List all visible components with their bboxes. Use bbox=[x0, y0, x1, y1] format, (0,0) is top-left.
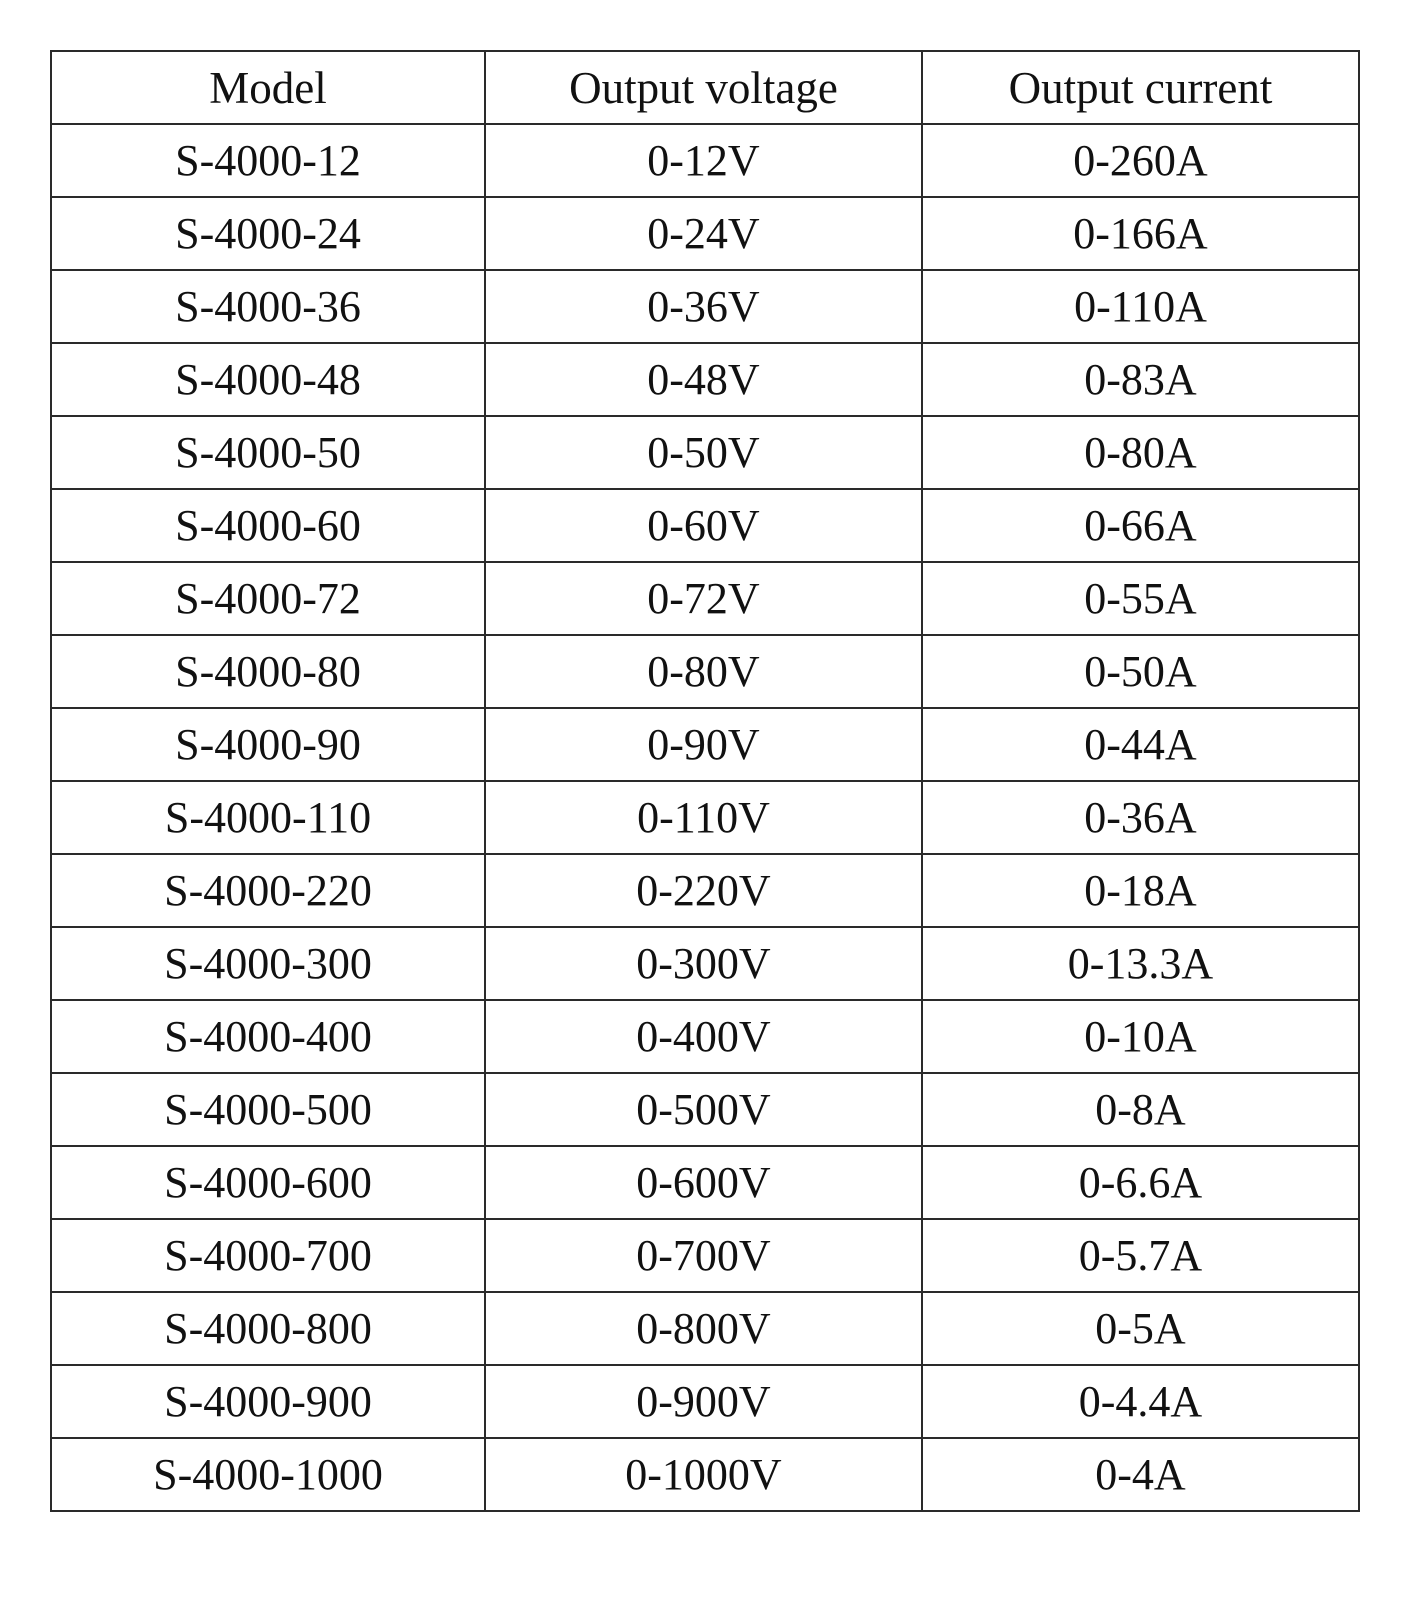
table-body bbox=[51, 124, 1359, 1511]
output-current-cell: 0-6.6A bbox=[922, 1146, 1359, 1219]
output-current-cell: 0-66A bbox=[922, 489, 1359, 562]
header-row bbox=[51, 51, 1359, 124]
output-current-cell: 0-110A bbox=[922, 270, 1359, 343]
output-voltage-cell: 0-400V bbox=[485, 1000, 922, 1073]
table-row bbox=[51, 1219, 1359, 1292]
output-current-cell: 0-18A bbox=[922, 854, 1359, 927]
table-row bbox=[51, 489, 1359, 562]
model-cell: S-4000-300 bbox=[51, 927, 485, 1000]
output-voltage-cell: 0-220V bbox=[485, 854, 922, 927]
output-voltage-cell: 0-48V bbox=[485, 343, 922, 416]
output-current-cell: 0-5A bbox=[922, 1292, 1359, 1365]
table-row bbox=[51, 927, 1359, 1000]
table-row bbox=[51, 854, 1359, 927]
output-current-cell: 0-80A bbox=[922, 416, 1359, 489]
table-row bbox=[51, 124, 1359, 197]
output-current-cell: 0-36A bbox=[922, 781, 1359, 854]
table-row bbox=[51, 635, 1359, 708]
output-current-cell: 0-8A bbox=[922, 1073, 1359, 1146]
model-cell: S-4000-72 bbox=[51, 562, 485, 635]
output-voltage-cell: 0-80V bbox=[485, 635, 922, 708]
output-voltage-cell: 0-500V bbox=[485, 1073, 922, 1146]
output-current-cell: 0-260A bbox=[922, 124, 1359, 197]
output-current-cell: 0-55A bbox=[922, 562, 1359, 635]
model-cell: S-4000-80 bbox=[51, 635, 485, 708]
header-output-voltage: Output voltage bbox=[485, 51, 922, 124]
output-voltage-cell: 0-50V bbox=[485, 416, 922, 489]
table-header bbox=[51, 51, 1359, 124]
model-cell: S-4000-600 bbox=[51, 1146, 485, 1219]
model-cell: S-4000-800 bbox=[51, 1292, 485, 1365]
output-current-cell: 0-44A bbox=[922, 708, 1359, 781]
table-row bbox=[51, 562, 1359, 635]
output-voltage-cell: 0-300V bbox=[485, 927, 922, 1000]
model-cell: S-4000-400 bbox=[51, 1000, 485, 1073]
model-cell: S-4000-700 bbox=[51, 1219, 485, 1292]
output-voltage-cell: 0-12V bbox=[485, 124, 922, 197]
table-row bbox=[51, 1000, 1359, 1073]
output-voltage-cell: 0-110V bbox=[485, 781, 922, 854]
header-model: Model bbox=[51, 51, 485, 124]
model-cell: S-4000-24 bbox=[51, 197, 485, 270]
output-current-cell: 0-4.4A bbox=[922, 1365, 1359, 1438]
table-row bbox=[51, 416, 1359, 489]
table-row bbox=[51, 1073, 1359, 1146]
output-voltage-cell: 0-36V bbox=[485, 270, 922, 343]
output-voltage-cell: 0-800V bbox=[485, 1292, 922, 1365]
table-row bbox=[51, 1365, 1359, 1438]
output-voltage-cell: 0-24V bbox=[485, 197, 922, 270]
table-row bbox=[51, 708, 1359, 781]
model-cell: S-4000-220 bbox=[51, 854, 485, 927]
table-row bbox=[51, 1292, 1359, 1365]
output-current-cell: 0-50A bbox=[922, 635, 1359, 708]
model-cell: S-4000-12 bbox=[51, 124, 485, 197]
output-current-cell: 0-166A bbox=[922, 197, 1359, 270]
model-cell: S-4000-60 bbox=[51, 489, 485, 562]
power-supply-spec-table bbox=[50, 50, 1360, 1512]
output-voltage-cell: 0-72V bbox=[485, 562, 922, 635]
model-cell: S-4000-900 bbox=[51, 1365, 485, 1438]
header-output-current: Output current bbox=[922, 51, 1359, 124]
output-voltage-cell: 0-700V bbox=[485, 1219, 922, 1292]
table-row bbox=[51, 270, 1359, 343]
table-row bbox=[51, 197, 1359, 270]
output-current-cell: 0-4A bbox=[922, 1438, 1359, 1511]
model-cell: S-4000-50 bbox=[51, 416, 485, 489]
model-cell: S-4000-90 bbox=[51, 708, 485, 781]
model-cell: S-4000-110 bbox=[51, 781, 485, 854]
output-current-cell: 0-13.3A bbox=[922, 927, 1359, 1000]
model-cell: S-4000-36 bbox=[51, 270, 485, 343]
table-row bbox=[51, 343, 1359, 416]
output-voltage-cell: 0-900V bbox=[485, 1365, 922, 1438]
output-voltage-cell: 0-1000V bbox=[485, 1438, 922, 1511]
output-voltage-cell: 0-600V bbox=[485, 1146, 922, 1219]
output-current-cell: 0-83A bbox=[922, 343, 1359, 416]
table-row bbox=[51, 781, 1359, 854]
output-current-cell: 0-10A bbox=[922, 1000, 1359, 1073]
output-current-cell: 0-5.7A bbox=[922, 1219, 1359, 1292]
output-voltage-cell: 0-90V bbox=[485, 708, 922, 781]
table-row bbox=[51, 1438, 1359, 1511]
model-cell: S-4000-1000 bbox=[51, 1438, 485, 1511]
output-voltage-cell: 0-60V bbox=[485, 489, 922, 562]
model-cell: S-4000-48 bbox=[51, 343, 485, 416]
model-cell: S-4000-500 bbox=[51, 1073, 485, 1146]
table-row bbox=[51, 1146, 1359, 1219]
